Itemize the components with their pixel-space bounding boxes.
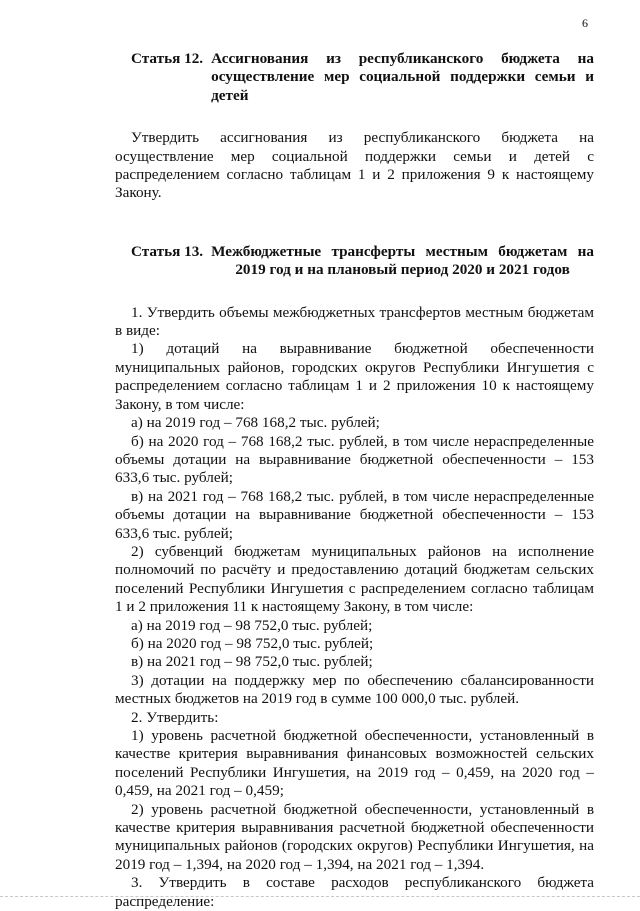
document-body bbox=[115, 50, 594, 911]
paragraph: 2. Утвердить: bbox=[131, 708, 219, 726]
paragraph: в) на 2021 год – 768 168,2 тыс. рублей, в том числе нераспределенные объемы дотации на выравнивание бюджетной обеспеченности – 153 633,6 тыс. рублей; bbox=[115, 487, 594, 542]
scan-edge-divider bbox=[0, 896, 640, 897]
paragraph: б) на 2020 год – 98 752,0 тыс. рублей; bbox=[131, 634, 374, 652]
paragraph: в) на 2021 год – 98 752,0 тыс. рублей; bbox=[131, 653, 373, 671]
article-12-paragraph: Утвердить ассигнования из республиканского бюджета на осуществление мер социальной поддержки семьи и детей с распределением согласно таблицам 1 и 2 приложения 9 к настоящему Закону. bbox=[115, 129, 594, 202]
paragraph: 2) субвенций бюджетам муниципальных районов на исполнение полномочий по расчёту и предоставлению дотаций бюджетам сельских поселений Республики Ингушетия с распределением согласно таблицам 1 и 2 приложения 11 к настоящему Закону, в том числе: bbox=[115, 542, 594, 616]
paragraph: 2) уровень расчетной бюджетной обеспеченности, установленный в качестве критерия выравнивания расчетной бюджетной обеспеченности муниципальных районов (городских округов) Республики Ингушетия, на 2019 год – 1,394, на 2020 год – 1,394, на 2021 год – 1,394. bbox=[115, 800, 594, 873]
article-13-heading bbox=[115, 243, 594, 280]
article-12-number: Статья 12. bbox=[131, 50, 204, 67]
paragraph: 1) дотаций на выравнивание бюджетной обеспеченности муниципальных районов, городских округов Республики Ингушетия с распределением согласно таблицам 1 и 2 приложения 10 к настоящему Закону, в том числе: bbox=[115, 340, 594, 413]
article-13-title: Межбюджетные трансферты местным бюджетам на 2019 год и на плановый период 2020 и 2021 годов bbox=[211, 242, 594, 279]
paragraph: а) на 2019 год – 98 752,0 тыс. рублей; bbox=[131, 616, 373, 634]
article-12-heading bbox=[115, 50, 594, 105]
paragraph: 3. Утвердить в составе расходов республиканского бюджета распределение: bbox=[115, 874, 594, 910]
paragraph: а) на 2019 год – 768 168,2 тыс. рублей; bbox=[131, 414, 380, 432]
paragraph: 1) уровень расчетной бюджетной обеспеченности, установленный в качестве критерия выравнивания финансовых возможностей сельских поселений Республики Ингушетия, на 2019 год – 0,459, на 2020 год – 0,459, на 2021 год – 0,459; bbox=[115, 727, 594, 800]
paragraph: 3) дотации на поддержку мер по обеспечению сбалансированности местных бюджетов на 2019 год в сумме 100 000,0 тыс. рублей. bbox=[115, 671, 594, 708]
paragraph: 1. Утвердить объемы межбюджетных трансфертов местным бюджетам в виде: bbox=[115, 303, 594, 340]
article-13-number: Статья 13. bbox=[131, 242, 204, 260]
page-number: 6 bbox=[582, 16, 588, 30]
article-12-title: Ассигнования из республиканского бюджета на осуществление мер социальной поддержки семьи и детей bbox=[211, 50, 594, 104]
paragraph: б) на 2020 год – 768 168,2 тыс. рублей, в том числе нераспределенные объемы дотации на выравнивание бюджетной обеспеченности – 153 633,6 тыс. рублей; bbox=[115, 432, 594, 487]
